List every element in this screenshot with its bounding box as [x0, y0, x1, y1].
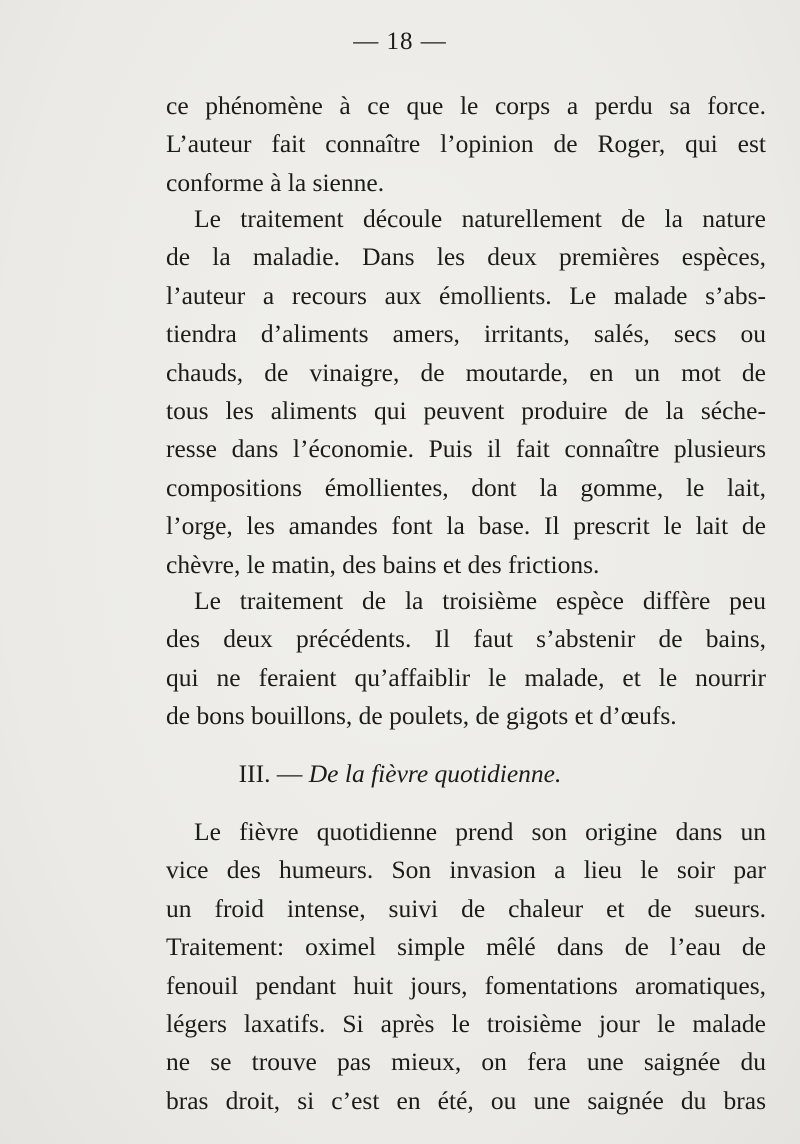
text-line: Le traitement de la troisième espèce diffère peu: [194, 586, 766, 615]
text-line: conforme à la sienne.: [166, 167, 385, 197]
text-line: Le traitement découle naturellement de la nature: [194, 204, 766, 233]
section-title: De la fièvre quotidienne.: [308, 759, 562, 788]
text-line: ne se trouve pas mieux, on fera une saignée du: [166, 1047, 766, 1077]
paragraph-1: [166, 87, 766, 202]
paragraph-3: [166, 582, 766, 736]
text-line: compositions émollientes, dont la gomme, le lait,: [166, 472, 766, 502]
text-line: de bons bouillons, de poulets, de gigots et d’œufs.: [166, 701, 677, 731]
text-line: de la maladie. Dans les deux premières espèces,: [166, 242, 766, 272]
section-paragraph: [166, 813, 766, 1120]
paragraph-2: [166, 200, 766, 584]
section-dash: —: [276, 759, 303, 788]
text-line: ce phénomène à ce que le corps a perdu sa force.: [166, 91, 766, 120]
text-line: tous les aliments qui peuvent produire de la séche-: [166, 395, 766, 425]
text-line: L’auteur fait connaître l’opinion de Roger, qui est: [166, 129, 766, 159]
text-line: l’auteur a recours aux émollients. Le malade s’abs-: [166, 280, 766, 310]
page-number: — 18 —: [353, 28, 447, 55]
text-line: fenouil pendant huit jours, fomentations aromatiques,: [166, 970, 766, 1000]
text-line: qui ne feraient qu’affaiblir le malade, et le nourrir: [166, 662, 766, 692]
text-line: un froid intense, suivi de chaleur et de sueurs.: [166, 893, 766, 923]
section-heading: [0, 757, 800, 791]
text-line: chèvre, le matin, des bains et des frictions.: [166, 549, 600, 579]
text-line: vice des humeurs. Son invasion a lieu le soir par: [166, 855, 766, 885]
text-line: tiendra d’aliments amers, irritants, salés, secs ou: [166, 319, 766, 349]
text-line: légers laxatifs. Si après le troisième jour le malade: [166, 1008, 766, 1038]
text-line: l’orge, les amandes font la base. Il prescrit le lait de: [166, 511, 766, 541]
text-line: Le fièvre quotidienne prend son origine dans un: [194, 817, 766, 846]
text-line: chauds, de vinaigre, de moutarde, en un mot de: [166, 357, 766, 387]
section-number: III.: [238, 759, 271, 788]
text-line: resse dans l’économie. Puis il fait connaître plusieurs: [166, 434, 766, 464]
text-line: bras droit, si c’est en été, ou une saignée du bras: [166, 1085, 766, 1115]
text-line: des deux précédents. Il faut s’abstenir de bains,: [166, 624, 766, 654]
text-line: Traitement: oximel simple mêlé dans de l’eau de: [166, 932, 766, 962]
